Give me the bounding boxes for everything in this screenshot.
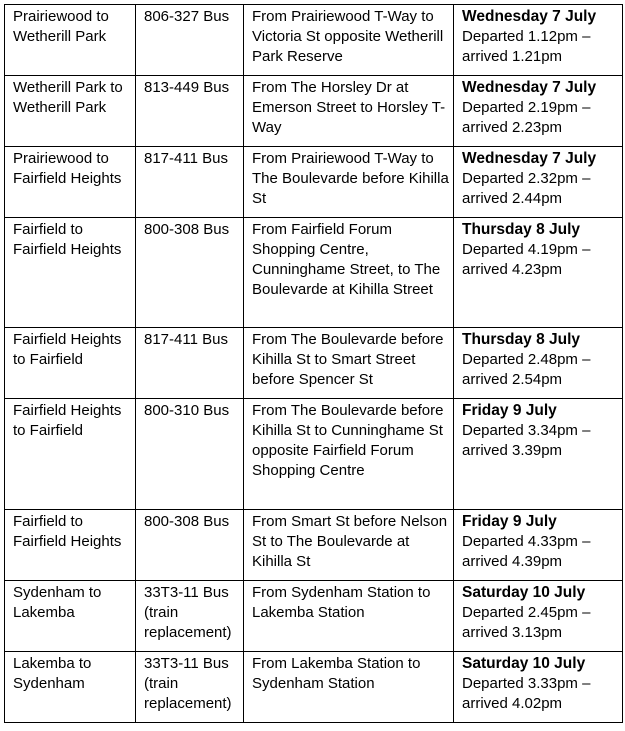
table-row (5, 581, 623, 652)
route-cell: Fairfield to Fairfield Heights (5, 510, 136, 581)
route-cell: Fairfield Heights to Fairfield (5, 399, 136, 510)
time-cell (454, 147, 623, 218)
route-cell: Wetherill Park to Wetherill Park (5, 76, 136, 147)
route-cell: Prairiewood to Wetherill Park (5, 5, 136, 76)
table-row (5, 652, 623, 723)
arrived-text: arrived 2.44pm (462, 190, 563, 207)
day-label: Saturday 10 July (462, 655, 586, 672)
time-cell (454, 218, 623, 328)
day-label: Wednesday 7 July (462, 8, 597, 25)
day-label: Friday 9 July (462, 402, 557, 419)
time-cell (454, 510, 623, 581)
time-cell (454, 652, 623, 723)
table-row (5, 5, 623, 76)
departed-text: Departed 1.12pm – (462, 28, 591, 45)
arrived-text: arrived 4.39pm (462, 553, 563, 570)
departed-text: Departed 2.19pm – (462, 99, 591, 116)
table-row (5, 76, 623, 147)
description-cell: From The Boulevarde before Kihilla St to Cunninghame St opposite Fairfield Forum Shopping Centre (244, 399, 454, 510)
time-cell (454, 581, 623, 652)
description-cell: From Fairfield Forum Shopping Centre, Cunninghame Street, to The Boulevarde at Kihilla Street (244, 218, 454, 328)
description-cell: From The Horsley Dr at Emerson Street to Horsley T-Way (244, 76, 454, 147)
route-cell: Lakemba to Sydenham (5, 652, 136, 723)
description-cell: From Prairiewood T-Way to The Boulevarde before Kihilla St (244, 147, 454, 218)
bus-cell: 800-308 Bus (136, 218, 244, 328)
table-row (5, 328, 623, 399)
table-row (5, 147, 623, 218)
bus-cell: 817-411 Bus (136, 147, 244, 218)
bus-cell: 813-449 Bus (136, 76, 244, 147)
arrived-text: arrived 3.39pm (462, 442, 563, 459)
day-label: Thursday 8 July (462, 331, 581, 348)
route-cell: Prairiewood to Fairfield Heights (5, 147, 136, 218)
table-row (5, 510, 623, 581)
bus-cell: 800-308 Bus (136, 510, 244, 581)
bus-exposure-table (4, 4, 623, 723)
day-label: Wednesday 7 July (462, 150, 597, 167)
departed-text: Departed 2.45pm – (462, 604, 591, 621)
day-label: Wednesday 7 July (462, 79, 597, 96)
route-cell: Sydenham to Lakemba (5, 581, 136, 652)
departed-text: Departed 3.34pm – (462, 422, 591, 439)
route-cell: Fairfield Heights to Fairfield (5, 328, 136, 399)
departed-text: Departed 2.48pm – (462, 351, 591, 368)
bus-cell: 33T3-11 Bus (train replacement) (136, 652, 244, 723)
description-cell: From The Boulevarde before Kihilla St to Smart Street before Spencer St (244, 328, 454, 399)
time-cell (454, 5, 623, 76)
day-label: Thursday 8 July (462, 221, 581, 238)
departed-text: Departed 2.32pm – (462, 170, 591, 187)
bus-cell: 806-327 Bus (136, 5, 244, 76)
bus-cell: 33T3-11 Bus (train replacement) (136, 581, 244, 652)
route-cell: Fairfield to Fairfield Heights (5, 218, 136, 328)
description-cell: From Sydenham Station to Lakemba Station (244, 581, 454, 652)
time-cell (454, 399, 623, 510)
departed-text: Departed 3.33pm – (462, 675, 591, 692)
description-cell: From Prairiewood T-Way to Victoria St opposite Wetherill Park Reserve (244, 5, 454, 76)
arrived-text: arrived 2.54pm (462, 371, 563, 388)
day-label: Friday 9 July (462, 513, 557, 530)
time-cell (454, 328, 623, 399)
bus-cell: 800-310 Bus (136, 399, 244, 510)
bus-cell: 817-411 Bus (136, 328, 244, 399)
table-row (5, 399, 623, 510)
time-cell (454, 76, 623, 147)
description-cell: From Lakemba Station to Sydenham Station (244, 652, 454, 723)
arrived-text: arrived 4.23pm (462, 261, 563, 278)
departed-text: Departed 4.19pm – (462, 241, 591, 258)
description-cell: From Smart St before Nelson St to The Boulevarde at Kihilla St (244, 510, 454, 581)
arrived-text: arrived 3.13pm (462, 624, 563, 641)
arrived-text: arrived 4.02pm (462, 695, 563, 712)
arrived-text: arrived 1.21pm (462, 48, 563, 65)
table-row (5, 218, 623, 328)
day-label: Saturday 10 July (462, 584, 586, 601)
departed-text: Departed 4.33pm – (462, 533, 591, 550)
arrived-text: arrived 2.23pm (462, 119, 563, 136)
